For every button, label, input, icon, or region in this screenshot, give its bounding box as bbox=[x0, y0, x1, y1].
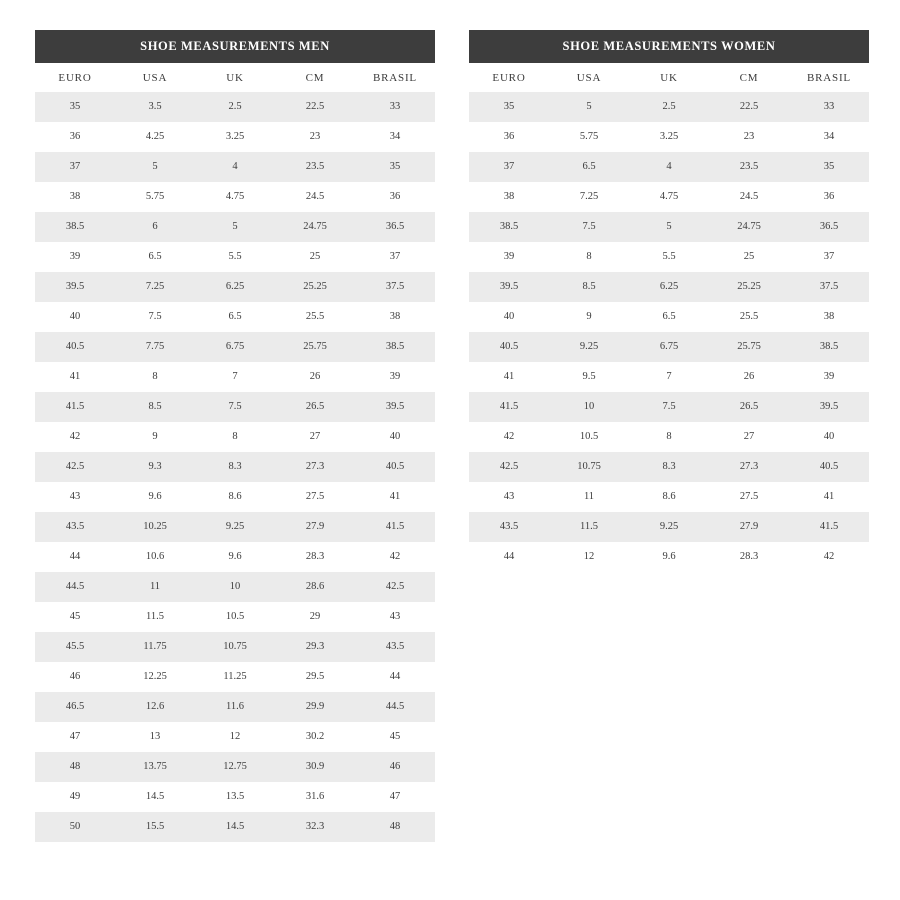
women-cell-brasil: 37 bbox=[789, 242, 869, 272]
men-cell-uk: 8.6 bbox=[195, 482, 275, 512]
women-cell-cm: 22.5 bbox=[709, 92, 789, 122]
men-cell-cm: 29.5 bbox=[275, 662, 355, 692]
table-row bbox=[35, 392, 435, 422]
men-cell-cm: 24.5 bbox=[275, 182, 355, 212]
men-cell-brasil: 40 bbox=[355, 422, 435, 452]
women-cell-euro: 38.5 bbox=[469, 212, 549, 242]
women-cell-cm: 24.75 bbox=[709, 212, 789, 242]
table-row bbox=[469, 362, 869, 392]
men-table-head bbox=[35, 63, 435, 92]
men-cell-brasil: 37 bbox=[355, 242, 435, 272]
men-cell-brasil: 35 bbox=[355, 152, 435, 182]
women-cell-brasil: 40.5 bbox=[789, 452, 869, 482]
men-cell-usa: 14.5 bbox=[115, 782, 195, 812]
table-row bbox=[35, 212, 435, 242]
men-cell-cm: 28.6 bbox=[275, 572, 355, 602]
women-cell-usa: 7.25 bbox=[549, 182, 629, 212]
table-row bbox=[469, 422, 869, 452]
men-col-cm: CM bbox=[275, 63, 355, 92]
men-cell-cm: 26 bbox=[275, 362, 355, 392]
table-row bbox=[35, 602, 435, 632]
men-cell-cm: 29.9 bbox=[275, 692, 355, 722]
men-cell-euro: 50 bbox=[35, 812, 115, 842]
women-cell-usa: 9 bbox=[549, 302, 629, 332]
men-cell-uk: 10.75 bbox=[195, 632, 275, 662]
women-col-usa: USA bbox=[549, 63, 629, 92]
men-cell-uk: 11.25 bbox=[195, 662, 275, 692]
women-cell-euro: 42 bbox=[469, 422, 549, 452]
men-cell-euro: 44.5 bbox=[35, 572, 115, 602]
women-cell-usa: 12 bbox=[549, 542, 629, 572]
men-cell-cm: 23.5 bbox=[275, 152, 355, 182]
women-cell-brasil: 41 bbox=[789, 482, 869, 512]
women-cell-uk: 7 bbox=[629, 362, 709, 392]
men-cell-uk: 12.75 bbox=[195, 752, 275, 782]
men-cell-uk: 10 bbox=[195, 572, 275, 602]
women-cell-cm: 27.9 bbox=[709, 512, 789, 542]
men-cell-cm: 27 bbox=[275, 422, 355, 452]
men-cell-euro: 49 bbox=[35, 782, 115, 812]
women-cell-euro: 43 bbox=[469, 482, 549, 512]
men-cell-uk: 6.25 bbox=[195, 272, 275, 302]
women-cell-usa: 7.5 bbox=[549, 212, 629, 242]
men-cell-euro: 40.5 bbox=[35, 332, 115, 362]
women-cell-usa: 6.5 bbox=[549, 152, 629, 182]
women-cell-uk: 3.25 bbox=[629, 122, 709, 152]
table-row bbox=[35, 152, 435, 182]
men-cell-usa: 5 bbox=[115, 152, 195, 182]
men-cell-usa: 6.5 bbox=[115, 242, 195, 272]
men-cell-cm: 28.3 bbox=[275, 542, 355, 572]
women-cell-cm: 25.25 bbox=[709, 272, 789, 302]
men-cell-cm: 32.3 bbox=[275, 812, 355, 842]
men-cell-brasil: 43.5 bbox=[355, 632, 435, 662]
women-cell-uk: 6.25 bbox=[629, 272, 709, 302]
table-row bbox=[469, 392, 869, 422]
men-cell-brasil: 48 bbox=[355, 812, 435, 842]
women-cell-uk: 5.5 bbox=[629, 242, 709, 272]
women-cell-cm: 27.3 bbox=[709, 452, 789, 482]
men-cell-brasil: 42 bbox=[355, 542, 435, 572]
women-size-table-wrap bbox=[469, 30, 869, 572]
men-cell-uk: 6.75 bbox=[195, 332, 275, 362]
men-cell-usa: 7.75 bbox=[115, 332, 195, 362]
men-cell-uk: 8 bbox=[195, 422, 275, 452]
men-cell-uk: 8.3 bbox=[195, 452, 275, 482]
women-cell-brasil: 40 bbox=[789, 422, 869, 452]
women-cell-cm: 25 bbox=[709, 242, 789, 272]
men-cell-usa: 8 bbox=[115, 362, 195, 392]
table-row bbox=[35, 272, 435, 302]
women-cell-cm: 28.3 bbox=[709, 542, 789, 572]
men-cell-uk: 7 bbox=[195, 362, 275, 392]
women-cell-euro: 37 bbox=[469, 152, 549, 182]
men-cell-uk: 2.5 bbox=[195, 92, 275, 122]
men-cell-usa: 8.5 bbox=[115, 392, 195, 422]
men-cell-usa: 3.5 bbox=[115, 92, 195, 122]
men-cell-brasil: 34 bbox=[355, 122, 435, 152]
women-header-row bbox=[469, 63, 869, 92]
men-cell-euro: 42 bbox=[35, 422, 115, 452]
table-row bbox=[35, 422, 435, 452]
table-row bbox=[35, 752, 435, 782]
men-cell-cm: 24.75 bbox=[275, 212, 355, 242]
table-row bbox=[469, 452, 869, 482]
men-cell-usa: 13 bbox=[115, 722, 195, 752]
men-cell-uk: 4.75 bbox=[195, 182, 275, 212]
women-size-table bbox=[469, 30, 869, 572]
men-cell-uk: 5 bbox=[195, 212, 275, 242]
men-cell-brasil: 38 bbox=[355, 302, 435, 332]
table-row bbox=[469, 182, 869, 212]
men-cell-brasil: 36 bbox=[355, 182, 435, 212]
women-table-head bbox=[469, 63, 869, 92]
women-cell-usa: 5.75 bbox=[549, 122, 629, 152]
women-cell-usa: 11 bbox=[549, 482, 629, 512]
men-cell-usa: 12.6 bbox=[115, 692, 195, 722]
women-cell-euro: 35 bbox=[469, 92, 549, 122]
women-cell-uk: 4.75 bbox=[629, 182, 709, 212]
men-col-uk: UK bbox=[195, 63, 275, 92]
men-cell-brasil: 37.5 bbox=[355, 272, 435, 302]
women-cell-usa: 11.5 bbox=[549, 512, 629, 542]
men-cell-euro: 37 bbox=[35, 152, 115, 182]
men-cell-usa: 12.25 bbox=[115, 662, 195, 692]
table-row bbox=[469, 152, 869, 182]
men-cell-usa: 11.75 bbox=[115, 632, 195, 662]
men-cell-euro: 41.5 bbox=[35, 392, 115, 422]
women-cell-brasil: 39.5 bbox=[789, 392, 869, 422]
table-row bbox=[35, 92, 435, 122]
men-cell-cm: 31.6 bbox=[275, 782, 355, 812]
women-cell-euro: 40.5 bbox=[469, 332, 549, 362]
women-cell-cm: 25.75 bbox=[709, 332, 789, 362]
men-cell-uk: 3.25 bbox=[195, 122, 275, 152]
men-cell-brasil: 41.5 bbox=[355, 512, 435, 542]
men-cell-cm: 29 bbox=[275, 602, 355, 632]
men-cell-uk: 7.5 bbox=[195, 392, 275, 422]
men-cell-usa: 7.25 bbox=[115, 272, 195, 302]
men-cell-uk: 12 bbox=[195, 722, 275, 752]
men-cell-brasil: 46 bbox=[355, 752, 435, 782]
men-cell-uk: 13.5 bbox=[195, 782, 275, 812]
men-cell-euro: 39.5 bbox=[35, 272, 115, 302]
women-table-body bbox=[469, 92, 869, 572]
men-col-usa: USA bbox=[115, 63, 195, 92]
men-cell-euro: 46 bbox=[35, 662, 115, 692]
women-cell-usa: 9.5 bbox=[549, 362, 629, 392]
women-cell-uk: 5 bbox=[629, 212, 709, 242]
women-cell-brasil: 38 bbox=[789, 302, 869, 332]
men-header-row bbox=[35, 63, 435, 92]
women-cell-cm: 26 bbox=[709, 362, 789, 392]
table-row bbox=[469, 482, 869, 512]
men-cell-usa: 5.75 bbox=[115, 182, 195, 212]
women-cell-brasil: 36.5 bbox=[789, 212, 869, 242]
women-table-title: SHOE MEASUREMENTS WOMEN bbox=[469, 30, 869, 63]
women-cell-euro: 40 bbox=[469, 302, 549, 332]
table-row bbox=[35, 722, 435, 752]
table-row bbox=[35, 182, 435, 212]
men-cell-brasil: 36.5 bbox=[355, 212, 435, 242]
women-cell-brasil: 33 bbox=[789, 92, 869, 122]
women-cell-euro: 43.5 bbox=[469, 512, 549, 542]
women-cell-brasil: 39 bbox=[789, 362, 869, 392]
women-cell-euro: 39.5 bbox=[469, 272, 549, 302]
women-cell-uk: 8.6 bbox=[629, 482, 709, 512]
women-cell-euro: 36 bbox=[469, 122, 549, 152]
men-cell-brasil: 43 bbox=[355, 602, 435, 632]
women-cell-brasil: 37.5 bbox=[789, 272, 869, 302]
men-cell-euro: 38.5 bbox=[35, 212, 115, 242]
men-size-table bbox=[35, 30, 435, 842]
women-cell-brasil: 41.5 bbox=[789, 512, 869, 542]
women-col-cm: CM bbox=[709, 63, 789, 92]
men-cell-euro: 39 bbox=[35, 242, 115, 272]
table-row bbox=[469, 332, 869, 362]
men-table-title: SHOE MEASUREMENTS MEN bbox=[35, 30, 435, 63]
men-cell-euro: 44 bbox=[35, 542, 115, 572]
table-row bbox=[469, 512, 869, 542]
men-cell-cm: 30.2 bbox=[275, 722, 355, 752]
table-row bbox=[469, 302, 869, 332]
table-row bbox=[35, 632, 435, 662]
women-cell-uk: 6.75 bbox=[629, 332, 709, 362]
men-cell-cm: 27.3 bbox=[275, 452, 355, 482]
table-row bbox=[35, 542, 435, 572]
women-col-euro: EURO bbox=[469, 63, 549, 92]
men-col-euro: EURO bbox=[35, 63, 115, 92]
women-cell-uk: 9.6 bbox=[629, 542, 709, 572]
men-cell-brasil: 41 bbox=[355, 482, 435, 512]
men-table-body bbox=[35, 92, 435, 842]
women-cell-usa: 10.75 bbox=[549, 452, 629, 482]
men-cell-euro: 45 bbox=[35, 602, 115, 632]
men-cell-cm: 25.25 bbox=[275, 272, 355, 302]
women-cell-uk: 9.25 bbox=[629, 512, 709, 542]
men-cell-usa: 11 bbox=[115, 572, 195, 602]
women-cell-usa: 10 bbox=[549, 392, 629, 422]
table-row bbox=[469, 122, 869, 152]
men-cell-euro: 46.5 bbox=[35, 692, 115, 722]
men-cell-usa: 15.5 bbox=[115, 812, 195, 842]
men-cell-usa: 13.75 bbox=[115, 752, 195, 782]
women-cell-brasil: 36 bbox=[789, 182, 869, 212]
men-cell-usa: 11.5 bbox=[115, 602, 195, 632]
men-cell-uk: 9.6 bbox=[195, 542, 275, 572]
men-cell-euro: 38 bbox=[35, 182, 115, 212]
men-cell-usa: 10.25 bbox=[115, 512, 195, 542]
men-cell-cm: 27.9 bbox=[275, 512, 355, 542]
men-cell-euro: 48 bbox=[35, 752, 115, 782]
men-cell-uk: 10.5 bbox=[195, 602, 275, 632]
men-cell-brasil: 40.5 bbox=[355, 452, 435, 482]
men-cell-brasil: 33 bbox=[355, 92, 435, 122]
women-cell-cm: 25.5 bbox=[709, 302, 789, 332]
table-row bbox=[469, 272, 869, 302]
men-cell-uk: 6.5 bbox=[195, 302, 275, 332]
men-cell-uk: 9.25 bbox=[195, 512, 275, 542]
table-row bbox=[469, 92, 869, 122]
men-cell-cm: 26.5 bbox=[275, 392, 355, 422]
women-cell-brasil: 38.5 bbox=[789, 332, 869, 362]
women-cell-brasil: 42 bbox=[789, 542, 869, 572]
men-cell-euro: 36 bbox=[35, 122, 115, 152]
men-cell-euro: 40 bbox=[35, 302, 115, 332]
table-row bbox=[35, 242, 435, 272]
men-cell-usa: 4.25 bbox=[115, 122, 195, 152]
women-cell-usa: 10.5 bbox=[549, 422, 629, 452]
table-row bbox=[469, 542, 869, 572]
women-cell-cm: 26.5 bbox=[709, 392, 789, 422]
table-row bbox=[35, 572, 435, 602]
men-cell-brasil: 42.5 bbox=[355, 572, 435, 602]
women-cell-euro: 41.5 bbox=[469, 392, 549, 422]
men-cell-uk: 14.5 bbox=[195, 812, 275, 842]
men-cell-euro: 47 bbox=[35, 722, 115, 752]
women-cell-brasil: 35 bbox=[789, 152, 869, 182]
men-cell-uk: 5.5 bbox=[195, 242, 275, 272]
men-cell-usa: 9.3 bbox=[115, 452, 195, 482]
table-row bbox=[35, 482, 435, 512]
women-cell-brasil: 34 bbox=[789, 122, 869, 152]
table-row bbox=[35, 662, 435, 692]
women-cell-uk: 8.3 bbox=[629, 452, 709, 482]
women-cell-cm: 23 bbox=[709, 122, 789, 152]
men-cell-usa: 9 bbox=[115, 422, 195, 452]
women-cell-euro: 44 bbox=[469, 542, 549, 572]
women-cell-uk: 2.5 bbox=[629, 92, 709, 122]
men-cell-cm: 29.3 bbox=[275, 632, 355, 662]
table-row bbox=[35, 512, 435, 542]
women-cell-euro: 41 bbox=[469, 362, 549, 392]
men-cell-euro: 35 bbox=[35, 92, 115, 122]
women-cell-euro: 39 bbox=[469, 242, 549, 272]
table-row bbox=[35, 332, 435, 362]
men-cell-euro: 43 bbox=[35, 482, 115, 512]
women-cell-cm: 24.5 bbox=[709, 182, 789, 212]
women-cell-uk: 6.5 bbox=[629, 302, 709, 332]
table-row bbox=[469, 242, 869, 272]
men-cell-usa: 9.6 bbox=[115, 482, 195, 512]
men-cell-cm: 27.5 bbox=[275, 482, 355, 512]
men-cell-cm: 25 bbox=[275, 242, 355, 272]
table-row bbox=[35, 692, 435, 722]
women-cell-uk: 8 bbox=[629, 422, 709, 452]
women-col-brasil: BRASIL bbox=[789, 63, 869, 92]
table-row bbox=[469, 212, 869, 242]
men-cell-brasil: 47 bbox=[355, 782, 435, 812]
women-cell-usa: 9.25 bbox=[549, 332, 629, 362]
women-cell-usa: 5 bbox=[549, 92, 629, 122]
men-cell-euro: 41 bbox=[35, 362, 115, 392]
women-cell-uk: 7.5 bbox=[629, 392, 709, 422]
women-cell-uk: 4 bbox=[629, 152, 709, 182]
table-row bbox=[35, 452, 435, 482]
men-cell-brasil: 44 bbox=[355, 662, 435, 692]
women-cell-usa: 8.5 bbox=[549, 272, 629, 302]
women-cell-cm: 23.5 bbox=[709, 152, 789, 182]
table-row bbox=[35, 122, 435, 152]
men-cell-cm: 25.5 bbox=[275, 302, 355, 332]
men-cell-cm: 23 bbox=[275, 122, 355, 152]
men-cell-brasil: 38.5 bbox=[355, 332, 435, 362]
men-cell-brasil: 39.5 bbox=[355, 392, 435, 422]
men-cell-uk: 4 bbox=[195, 152, 275, 182]
table-row bbox=[35, 362, 435, 392]
men-cell-uk: 11.6 bbox=[195, 692, 275, 722]
men-cell-euro: 45.5 bbox=[35, 632, 115, 662]
men-cell-brasil: 44.5 bbox=[355, 692, 435, 722]
men-cell-usa: 6 bbox=[115, 212, 195, 242]
women-col-uk: UK bbox=[629, 63, 709, 92]
men-col-brasil: BRASIL bbox=[355, 63, 435, 92]
men-cell-usa: 7.5 bbox=[115, 302, 195, 332]
women-cell-cm: 27 bbox=[709, 422, 789, 452]
table-row bbox=[35, 302, 435, 332]
men-cell-cm: 25.75 bbox=[275, 332, 355, 362]
men-cell-cm: 22.5 bbox=[275, 92, 355, 122]
men-size-table-wrap bbox=[35, 30, 435, 842]
women-cell-euro: 42.5 bbox=[469, 452, 549, 482]
men-cell-euro: 43.5 bbox=[35, 512, 115, 542]
men-cell-usa: 10.6 bbox=[115, 542, 195, 572]
women-cell-usa: 8 bbox=[549, 242, 629, 272]
women-cell-euro: 38 bbox=[469, 182, 549, 212]
table-row bbox=[35, 782, 435, 812]
men-cell-euro: 42.5 bbox=[35, 452, 115, 482]
women-cell-cm: 27.5 bbox=[709, 482, 789, 512]
men-cell-cm: 30.9 bbox=[275, 752, 355, 782]
table-row bbox=[35, 812, 435, 842]
men-cell-brasil: 39 bbox=[355, 362, 435, 392]
men-cell-brasil: 45 bbox=[355, 722, 435, 752]
